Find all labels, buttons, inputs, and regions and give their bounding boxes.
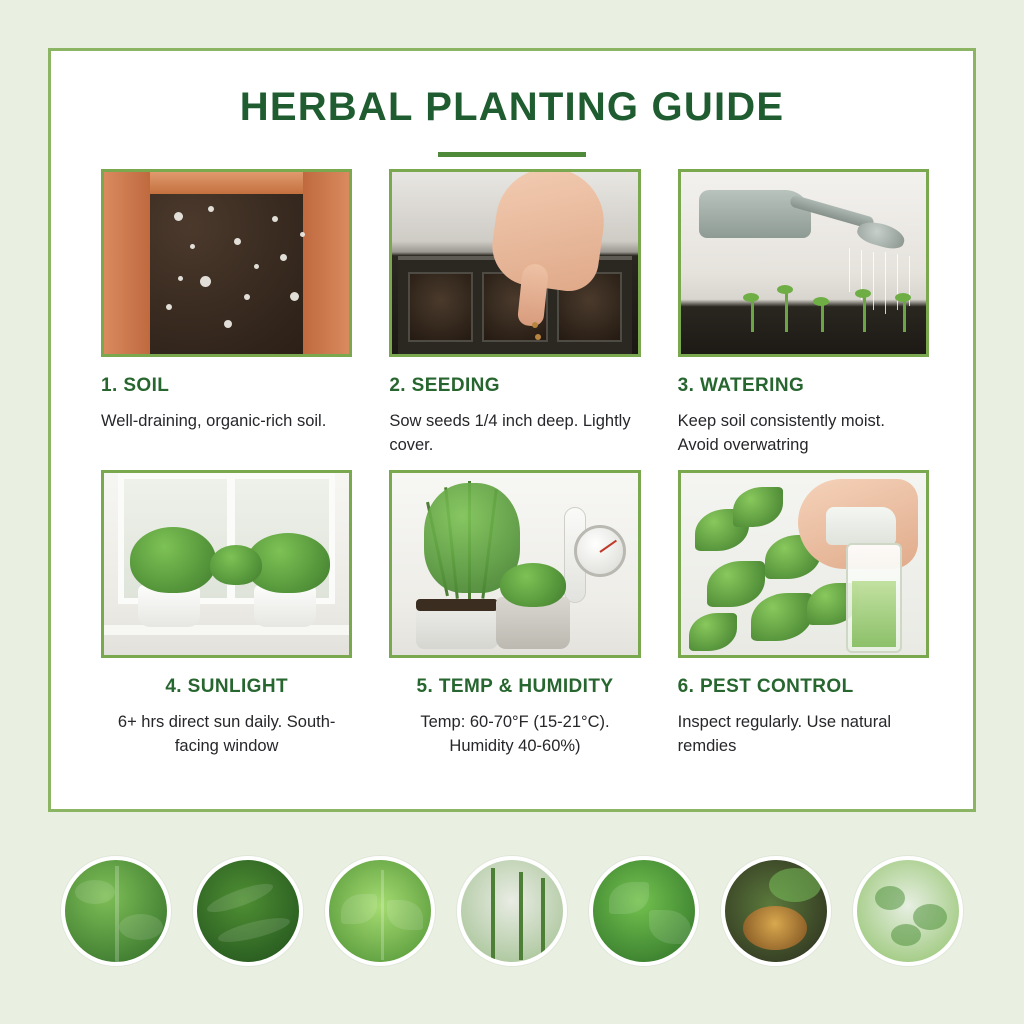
step-desc-pest-control: Inspect regularly. Use natural remdies	[677, 712, 892, 755]
page-title: HERBAL PLANTING GUIDE	[239, 85, 785, 129]
sunlight-image	[101, 470, 352, 658]
step-card-sunlight	[101, 470, 352, 759]
soil-image	[101, 169, 352, 357]
herb-thumb-rosemary	[457, 856, 567, 966]
pest-control-image	[678, 470, 929, 658]
herb-thumb-mint	[589, 856, 699, 966]
guide-card	[48, 48, 976, 812]
step-card-temp-humidity	[389, 470, 640, 759]
herb-thumbnail-strip	[0, 856, 1024, 966]
step-title-seeding: 2. SEEDING	[389, 375, 500, 396]
title-divider	[438, 152, 586, 157]
herb-thumb-basil-purple	[61, 856, 171, 966]
step-title-watering: 3. WATERING	[677, 375, 805, 396]
step-card-seeding	[389, 169, 640, 458]
step-desc-soil: Well-draining, organic-rich soil.	[101, 412, 327, 430]
step-desc-watering: Keep soil consistently moist. Avoid overwatring	[677, 412, 885, 454]
step-desc-seeding: Sow seeds 1/4 inch deep. Lightly cover.	[389, 412, 631, 454]
step-card-soil	[101, 169, 352, 458]
step-desc-temp-humidity: Temp: 60-70°F (15-21°C). Humidity 40-60%)	[420, 712, 610, 755]
step-card-watering	[678, 169, 929, 458]
watering-image	[678, 169, 929, 357]
herb-thumb-seed-bowl	[721, 856, 831, 966]
herb-thumb-bay-laurel	[193, 856, 303, 966]
step-title-pest-control: 6. PEST CONTROL	[677, 675, 854, 697]
seeding-image	[389, 169, 640, 357]
step-title-sunlight: 4. SUNLIGHT	[165, 675, 288, 697]
herb-thumb-sweet-basil	[325, 856, 435, 966]
step-desc-sunlight: 6+ hrs direct sun daily. South-facing window	[117, 712, 336, 755]
steps-grid	[51, 169, 979, 759]
herb-thumb-cilantro	[853, 856, 963, 966]
step-title-soil: 1. SOIL	[101, 375, 170, 396]
temp-humidity-image	[389, 470, 640, 658]
step-card-pest-control	[678, 470, 929, 759]
step-title-temp-humidity: 5. TEMP & HUMIDITY	[416, 675, 614, 697]
